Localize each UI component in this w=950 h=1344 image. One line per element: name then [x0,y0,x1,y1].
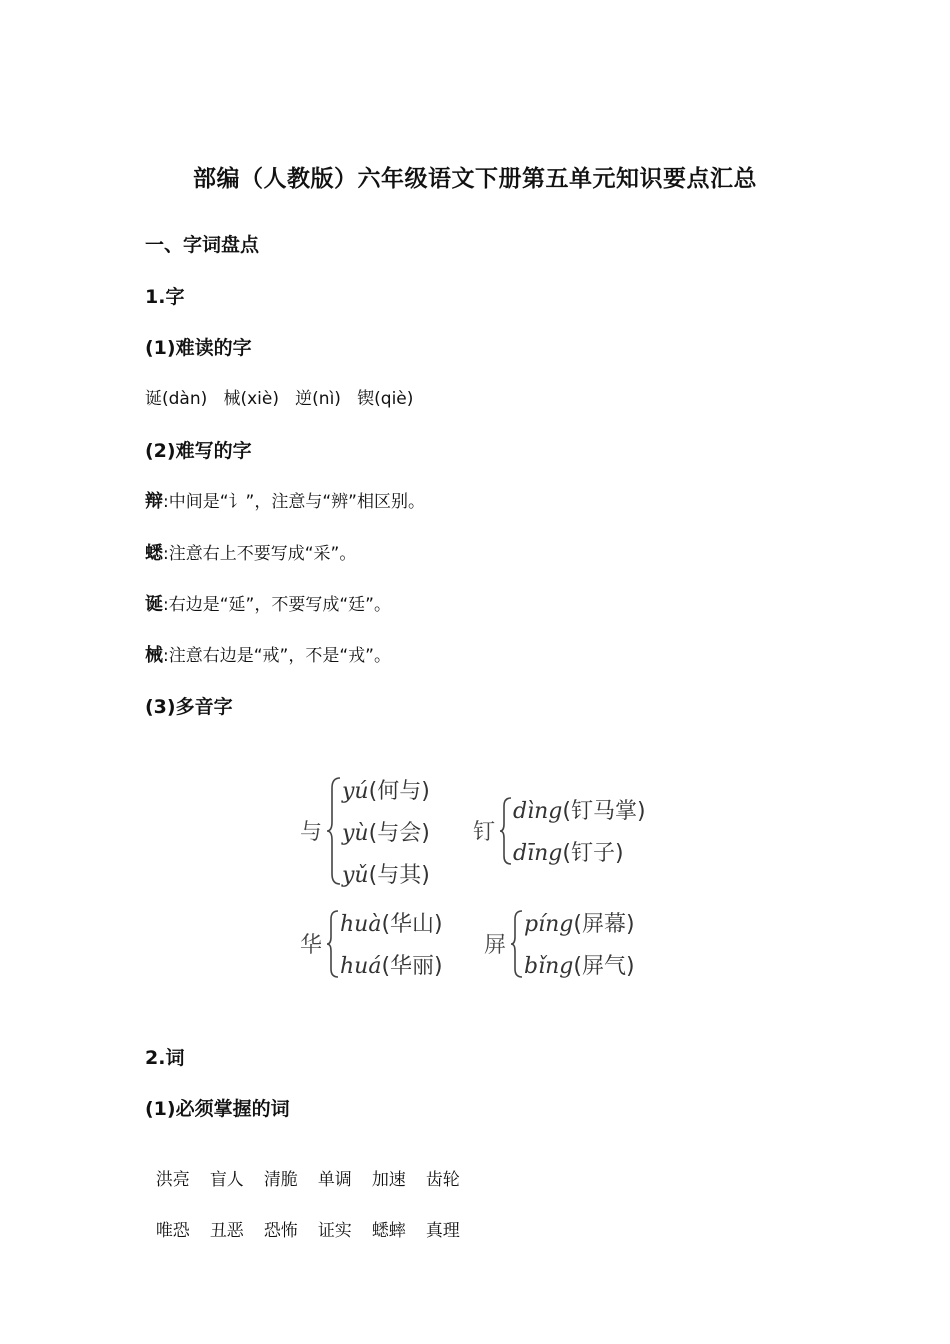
hard-write-note: :中间是“讠”，注意与“辨”相区别。 [163,492,425,512]
subsection-heading: 1.字 [145,286,185,308]
example: (钉子) [562,841,624,866]
word: 真理 [425,1221,460,1241]
pinyin: píng [524,912,574,937]
polyphone-char: 华 [300,933,323,958]
example: (何与) [368,779,430,804]
pinyin: huá [340,954,382,979]
reading-line [513,794,646,825]
pinyin: yú [342,779,369,804]
reading-line [524,949,635,980]
reading-line [340,949,443,980]
reading-line [342,816,430,847]
word: 洪亮 [155,1170,190,1190]
example: (钉马掌) [562,799,646,824]
pinyin: yù [342,821,369,846]
word: 单调 [317,1170,352,1190]
section-heading: 一、字词盘点 [145,234,260,256]
polyphone-char: 与 [300,820,323,845]
hard-write-item [145,641,391,667]
brace-icon [326,776,342,886]
hard-read-list: 诞(dàn) 械(xiè) 逆(nì) 锲(qiè) [145,389,414,409]
hard-write-item [145,590,391,616]
subheading-must-master: (1)必须掌握的词 [145,1098,290,1120]
hard-write-note: :注意右边是“戒”，不是“戎”。 [163,646,391,666]
hard-write-char: 辩 [145,491,163,512]
pinyin: dīng [513,841,563,866]
word: 盲人 [209,1170,244,1190]
example: (华山) [381,912,443,937]
reading-line [340,907,443,938]
hard-write-char: 蟋 [145,543,163,564]
hard-write-item [145,487,425,513]
word: 证实 [317,1221,352,1241]
example: (华丽) [381,954,443,979]
brace-icon [326,909,340,979]
word: 加速 [371,1170,406,1190]
reading-line [342,774,430,805]
example: (与其) [368,863,430,888]
example: (屏幕) [573,912,635,937]
example: (屏气) [573,954,635,979]
polyphone-char: 钉 [473,820,496,845]
subheading-hard-read: (1)难读的字 [145,337,252,359]
brace-icon [499,796,513,866]
word-row [145,1145,480,1190]
hard-write-char: 诞 [145,594,163,615]
subsection-heading-words: 2.词 [145,1047,185,1069]
word-row [145,1196,480,1241]
brace-icon [510,909,524,979]
pinyin: dìng [513,799,563,824]
word: 丑恶 [209,1221,244,1241]
pinyin: yǔ [342,863,369,888]
example: (与会) [368,821,430,846]
hard-write-note: :右边是“延”，不要写成“廷”。 [163,595,391,615]
word: 齿轮 [425,1170,460,1190]
word: 恐怖 [263,1221,298,1241]
polyphone-char: 屏 [484,933,507,958]
hard-write-note: :注意右上不要写成“采”。 [163,544,357,564]
hard-write-item [145,539,356,565]
pinyin: huà [340,912,382,937]
reading-line [524,907,635,938]
reading-line [342,858,430,889]
subheading-hard-write: (2)难写的字 [145,440,252,462]
word: 蟋蟀 [371,1221,406,1241]
word: 清脆 [263,1170,298,1190]
page-title: 部编（人教版）六年级语文下册第五单元知识要点汇总 [193,166,757,192]
word: 唯恐 [155,1221,190,1241]
pinyin: bǐng [524,954,574,979]
reading-line [513,836,624,867]
hard-write-char: 械 [145,645,163,666]
subheading-polyphone: (3)多音字 [145,696,233,718]
